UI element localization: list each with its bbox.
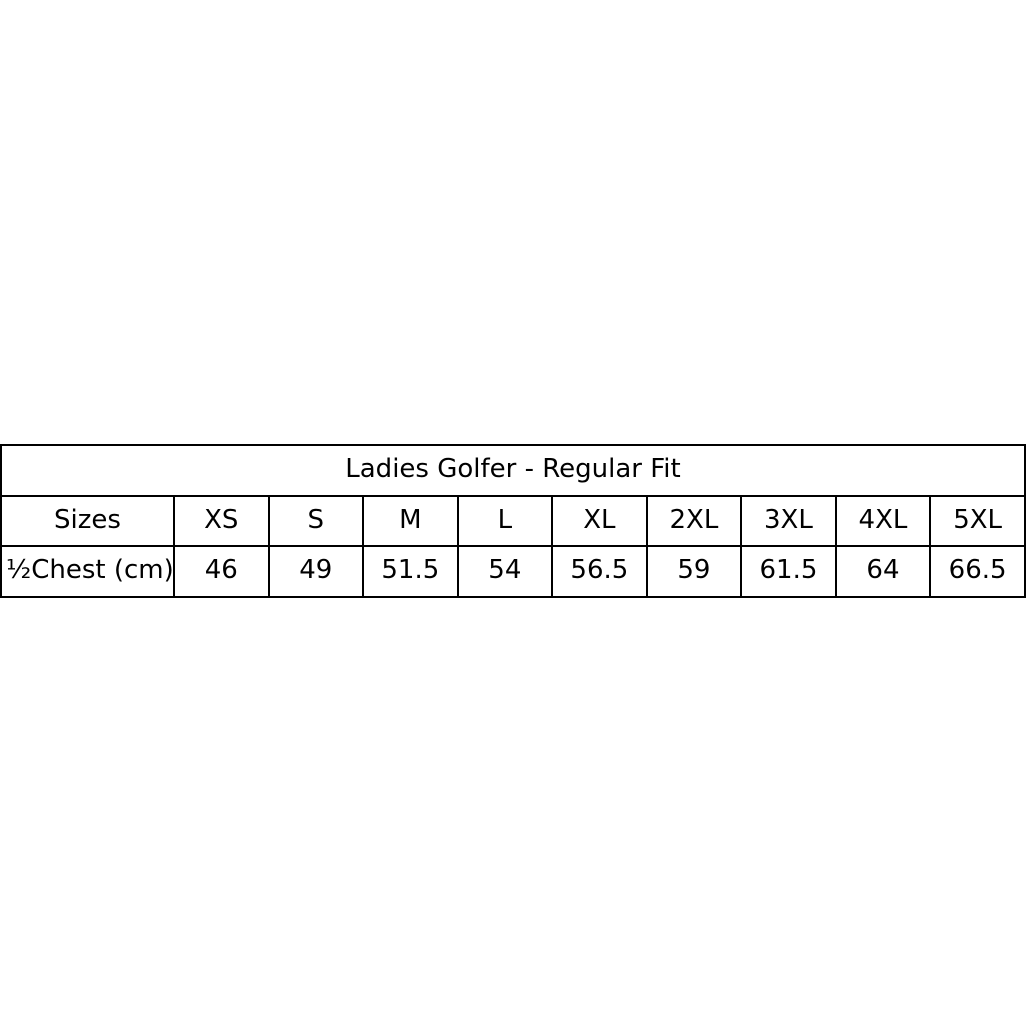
cell-chest-xl: 56.5: [552, 546, 647, 597]
header-size-3xl: 3XL: [741, 496, 836, 547]
cell-chest-5xl: 66.5: [930, 546, 1025, 597]
cell-chest-l: 54: [458, 546, 553, 597]
table-row-chest: [1, 546, 1025, 597]
table-row-header: [1, 496, 1025, 547]
size-chart-table: [0, 444, 1026, 598]
header-size-xs: XS: [174, 496, 269, 547]
cell-chest-2xl: 59: [647, 546, 742, 597]
cell-chest-s: 49: [269, 546, 364, 597]
cell-chest-4xl: 64: [836, 546, 931, 597]
header-size-2xl: 2XL: [647, 496, 742, 547]
header-size-xl: XL: [552, 496, 647, 547]
cell-chest-m: 51.5: [363, 546, 458, 597]
table-row-title: [1, 445, 1025, 496]
header-size-m: M: [363, 496, 458, 547]
chart-title: Ladies Golfer - Regular Fit: [1, 445, 1025, 496]
row-label-half-chest: ½Chest (cm): [1, 546, 174, 597]
header-size-4xl: 4XL: [836, 496, 931, 547]
cell-chest-xs: 46: [174, 546, 269, 597]
size-chart-container: [0, 444, 1026, 598]
header-size-5xl: 5XL: [930, 496, 1025, 547]
header-size-l: L: [458, 496, 553, 547]
header-label-sizes: Sizes: [1, 496, 174, 547]
header-size-s: S: [269, 496, 364, 547]
cell-chest-3xl: 61.5: [741, 546, 836, 597]
